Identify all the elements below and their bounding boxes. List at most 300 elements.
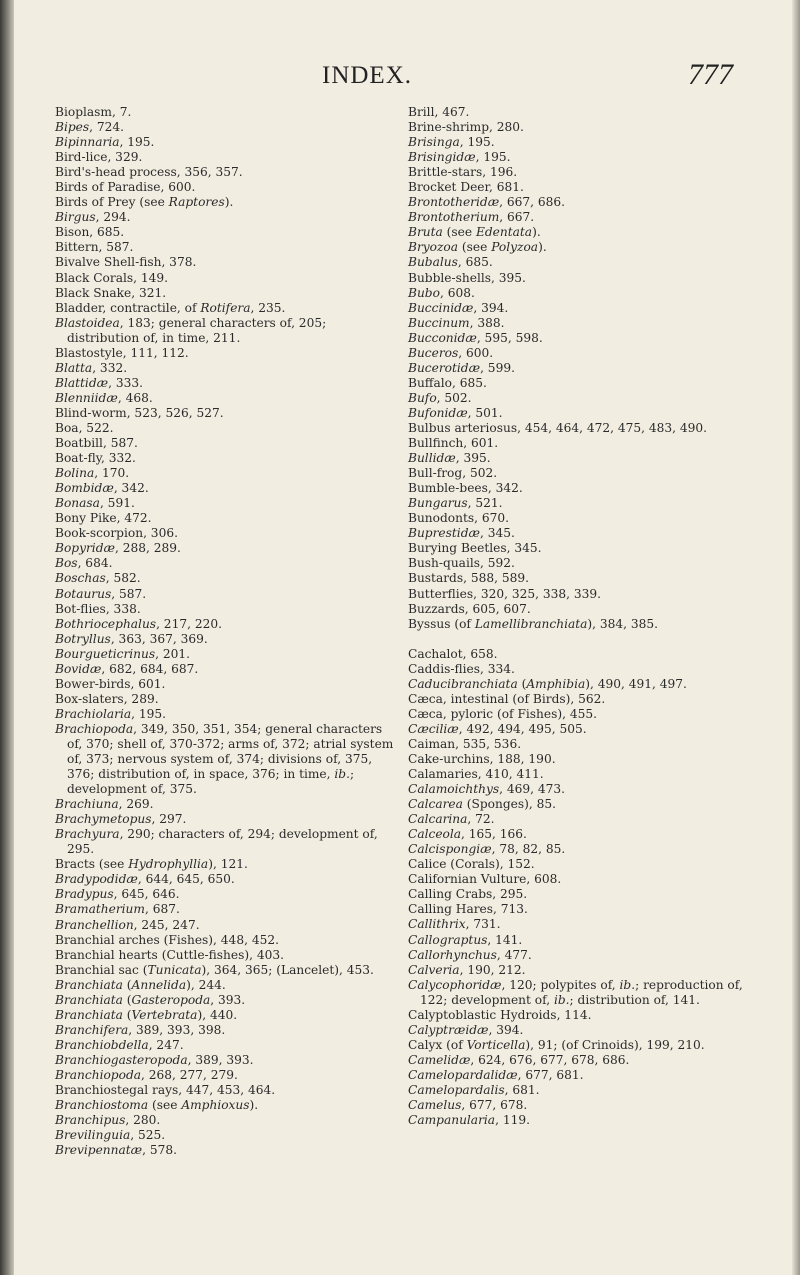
index-entry bbox=[408, 225, 753, 240]
index-entry-term: Callithrix bbox=[408, 917, 466, 932]
index-entry-references: , 410, 411. bbox=[477, 767, 544, 782]
index-entry-references: , 578. bbox=[142, 1143, 178, 1158]
index-entry-term: Box-slaters bbox=[55, 691, 124, 706]
index-entry-references: , 290; characters of, 294; development of, 295. bbox=[67, 827, 378, 857]
index-entry-references: , 685. bbox=[89, 225, 125, 240]
index-entry-references: , 342. bbox=[487, 481, 523, 496]
index-entry-references: , 685. bbox=[457, 255, 493, 270]
index-entry-term: Black Corals bbox=[55, 270, 134, 285]
index-entry-term: Branchiostoma bbox=[55, 1098, 149, 1113]
index-entry-term: Bucerotidæ bbox=[408, 360, 481, 375]
index-entry-references: , 245, 247. bbox=[133, 917, 200, 932]
index-entry bbox=[408, 120, 753, 135]
index-entry-term: Bourgueticrinus bbox=[55, 646, 156, 661]
index-entry bbox=[408, 917, 753, 932]
index-entry-term: Branchellion bbox=[55, 917, 134, 932]
index-entry-references: , 195. bbox=[459, 135, 495, 150]
index-entry-term: Branchiobdella bbox=[55, 1037, 149, 1052]
index-entry-term: Buzzards bbox=[408, 601, 465, 616]
index-entry-references: , 345. bbox=[479, 526, 515, 541]
index-entry-references: (of Fishes), 455. bbox=[493, 706, 598, 721]
index-entry-term: Birds of Paradise bbox=[55, 180, 161, 195]
index-entry bbox=[408, 617, 753, 632]
index-entry-references: , 389, 393. bbox=[187, 1052, 254, 1067]
index-entry-references: , 306. bbox=[143, 526, 178, 541]
index-entry-references: (see Edentata). bbox=[442, 225, 541, 240]
index-entry-references: , 297. bbox=[151, 812, 187, 827]
index-entry-references: , 670. bbox=[474, 511, 510, 526]
index-entry-term: Blind-worm bbox=[55, 405, 127, 420]
index-entry-term: Brevipennatæ bbox=[55, 1143, 143, 1158]
index-entry-term: Calceola bbox=[408, 827, 462, 842]
index-entry-term: Bradypodidæ bbox=[55, 872, 138, 887]
index-entry-term: Buprestidæ bbox=[408, 526, 480, 541]
index-entry-term: Brontotherium bbox=[408, 210, 500, 225]
index-entry-references: (Tunicata), 364, 365; (Lancelet), 453. bbox=[138, 962, 374, 977]
index-entry-term: Bradypus bbox=[55, 887, 114, 902]
index-entry bbox=[55, 1038, 395, 1053]
index-entry-references: , 535, 536. bbox=[455, 736, 522, 751]
index-entry-references: , 342. bbox=[113, 481, 149, 496]
index-entry-term: Calycophoridæ bbox=[408, 977, 502, 992]
index-entry-term: Blattidæ bbox=[55, 375, 109, 390]
index-entry-term: Buffalo bbox=[408, 375, 452, 390]
index-entry-references: , 587. bbox=[98, 240, 134, 255]
index-entry bbox=[408, 451, 753, 466]
index-entry-references: (of Birds), 562. bbox=[508, 691, 606, 706]
index-entry-references: , 587. bbox=[111, 586, 147, 601]
index-entry-term: Bracts bbox=[55, 857, 96, 872]
book-spine-shadow bbox=[0, 0, 14, 1275]
index-entry-references: (Fishes), 448, 452. bbox=[159, 932, 279, 947]
index-entry-references: , 624, 676, 677, 678, 686. bbox=[470, 1052, 630, 1067]
index-entry-term: Bruta bbox=[408, 225, 443, 240]
index-entry bbox=[55, 195, 395, 210]
index-entry-references: , 677, 681. bbox=[517, 1067, 584, 1082]
index-entry bbox=[408, 767, 753, 782]
index-entry-term: Caducibranchiata bbox=[408, 676, 518, 691]
index-entry-term: Camelopardalis bbox=[408, 1083, 505, 1097]
index-entry-term: Bryozoa bbox=[408, 240, 459, 255]
index-entry-term: Cæciliæ bbox=[408, 721, 459, 736]
index-entry-references: , 72. bbox=[467, 812, 495, 827]
index-entry bbox=[55, 361, 395, 376]
index-entry bbox=[55, 511, 395, 526]
index-entry-term: Bower-birds bbox=[55, 676, 131, 691]
index-entry-term: Calyptoblastic Hydroids bbox=[408, 1007, 557, 1022]
index-entry-references: , 502. bbox=[436, 390, 472, 405]
index-entry-term: Brachiuna bbox=[55, 797, 119, 812]
index-entry-term: Calcarina bbox=[408, 812, 468, 827]
index-entry bbox=[55, 451, 395, 466]
index-entry-references: , 217, 220. bbox=[156, 616, 222, 631]
index-entry-references: , 687. bbox=[144, 902, 180, 917]
index-entry-term: Calyptræidæ bbox=[408, 1022, 489, 1037]
index-entry bbox=[408, 376, 753, 391]
index-entry bbox=[55, 346, 395, 361]
index-entry bbox=[408, 511, 753, 526]
index-entry bbox=[55, 301, 395, 316]
index-entry bbox=[408, 1038, 753, 1053]
index-entry bbox=[408, 1053, 753, 1068]
index-entry bbox=[408, 842, 753, 857]
index-entry-references: , 395. bbox=[491, 270, 526, 285]
index-entry-term: Brill bbox=[408, 105, 435, 119]
index-entry bbox=[55, 286, 395, 301]
index-entry-references: , 295. bbox=[492, 887, 528, 902]
index-entry-term: Bony Pike bbox=[55, 511, 117, 526]
index-entry-term: Brocket Deer bbox=[408, 180, 489, 195]
index-entry bbox=[55, 526, 395, 541]
index-entry-term: Bubble-shells bbox=[408, 270, 492, 285]
index-entry-term: Cake-urchins bbox=[408, 751, 490, 766]
index-entry-references: , 601. bbox=[130, 676, 166, 691]
index-entry bbox=[408, 902, 753, 917]
index-entry-term: Bungarus bbox=[408, 496, 468, 511]
index-entry bbox=[408, 1023, 753, 1038]
index-entry-term: Bipinnaria bbox=[55, 135, 120, 150]
index-entry bbox=[55, 481, 395, 496]
index-entry-term: Bufonidæ bbox=[408, 405, 468, 420]
index-entry-references: , 349, 350, 351, 354; general characters of, 370; shell of, 370-372; arms of, 372; atrial system of, 373; nervous system of, 374; divisions of, 375, 376; distribution of, in space, 376; in time, ib.; development of, 375. bbox=[67, 721, 394, 797]
index-entry bbox=[55, 255, 395, 270]
index-entry-term: Black Snake bbox=[55, 285, 132, 300]
index-entry-term: Branchipus bbox=[55, 1113, 126, 1128]
index-entry bbox=[55, 797, 395, 812]
index-entry-references: , 114. bbox=[556, 1007, 592, 1022]
index-entry-references: , 681. bbox=[504, 1083, 540, 1097]
index-entry-term: Calcispongiæ bbox=[408, 842, 492, 857]
index-entry-term: Bird-lice bbox=[55, 150, 108, 165]
index-entry-references: , 188, 190. bbox=[489, 751, 556, 766]
index-entry-references: , 608. bbox=[526, 872, 562, 887]
index-entry bbox=[408, 316, 753, 331]
index-entry bbox=[408, 346, 753, 361]
index-entry bbox=[408, 481, 753, 496]
index-entry-term: Brachymetopus bbox=[55, 812, 152, 827]
index-entry bbox=[55, 135, 395, 150]
index-entry-term: Brachiolaria bbox=[55, 706, 132, 721]
index-entry-references: , 477. bbox=[496, 947, 532, 962]
index-entry-term: Campanularia bbox=[408, 1113, 496, 1128]
page-title: INDEX. bbox=[322, 62, 413, 89]
index-entry-term: Buceros bbox=[408, 345, 459, 360]
index-entry-term: Book-scorpion bbox=[55, 526, 144, 541]
index-entry bbox=[55, 662, 395, 677]
index-entry-references: , 289. bbox=[123, 691, 159, 706]
index-entry-references: , 333. bbox=[108, 375, 143, 390]
index-entry-term: Blastoidea bbox=[55, 315, 120, 330]
index-entry bbox=[55, 632, 395, 647]
index-entry-references: , 658. bbox=[462, 646, 498, 661]
index-entry bbox=[408, 1068, 753, 1083]
index-entry-term: Brine-shrimp bbox=[408, 120, 490, 135]
index-entry-term: Bubo bbox=[408, 285, 440, 300]
index-entry-term: Calyx bbox=[408, 1037, 443, 1052]
index-entry bbox=[408, 933, 753, 948]
index-entry bbox=[55, 1023, 395, 1038]
index-entry bbox=[55, 1053, 395, 1068]
index-entry-term: Botryllus bbox=[55, 631, 111, 646]
index-entry bbox=[408, 286, 753, 301]
index-entry-term: Bullidæ bbox=[408, 451, 456, 466]
index-entry-term: Branchial arches bbox=[55, 932, 160, 947]
index-entry-term: Bos bbox=[55, 556, 78, 571]
index-entry-references: , 468. bbox=[117, 390, 153, 405]
index-entry bbox=[55, 707, 395, 722]
index-entry-term: Cæca, pyloric bbox=[408, 706, 494, 721]
index-entry bbox=[55, 948, 395, 963]
index-entry-references: , 501. bbox=[467, 405, 503, 420]
index-entry bbox=[408, 541, 753, 556]
index-entry-term: Cachalot bbox=[408, 646, 463, 661]
index-entry-references: , 363, 367, 369. bbox=[110, 631, 208, 646]
index-entry bbox=[55, 210, 395, 225]
index-entry-term: Bittern bbox=[55, 240, 99, 255]
index-entry-term: Bullfinch bbox=[408, 436, 464, 451]
index-entry-term: Brittle-stars bbox=[408, 165, 483, 180]
index-entry-references: , 592. bbox=[480, 556, 515, 571]
index-entry bbox=[408, 361, 753, 376]
index-entry-references: , 247. bbox=[148, 1037, 184, 1052]
index-entry-references: , 201. bbox=[155, 646, 191, 661]
index-entry bbox=[55, 587, 395, 602]
index-entry-references: , 378. bbox=[161, 255, 197, 270]
index-entry-references: , 644, 645, 650. bbox=[137, 872, 235, 887]
index-entry-term: Camelus bbox=[408, 1098, 462, 1113]
index-entry bbox=[55, 406, 395, 421]
index-entry-references: , 294. bbox=[95, 210, 131, 225]
index-entry-references: , 454, 464, 472, 475, 483, 490. bbox=[517, 420, 708, 435]
index-entry bbox=[55, 1098, 395, 1113]
index-entry-references: (see Polyzoa). bbox=[458, 240, 547, 255]
index-entry-references: , 608. bbox=[439, 285, 475, 300]
index-entry-term: Bivalve Shell-fish bbox=[55, 255, 162, 270]
index-entry-references: , 685. bbox=[451, 375, 487, 390]
index-entry bbox=[408, 436, 753, 451]
index-entry bbox=[55, 376, 395, 391]
index-entry-term: Branchiata bbox=[55, 977, 123, 992]
index-entry-references: , 492, 494, 495, 505. bbox=[458, 721, 587, 736]
index-entry-references: , 645, 646. bbox=[113, 887, 180, 902]
index-entry bbox=[55, 902, 395, 917]
index-entry-references: , 667. bbox=[499, 210, 535, 225]
index-entry bbox=[408, 406, 753, 421]
index-entry-references: , 682, 684, 687. bbox=[101, 661, 199, 676]
index-entry-term: Bothriocephalus bbox=[55, 616, 157, 631]
index-entry bbox=[55, 1128, 395, 1143]
index-entry bbox=[55, 1083, 395, 1098]
index-entry-term: Brachyura bbox=[55, 827, 120, 842]
index-entry bbox=[408, 587, 753, 602]
index-entry-references: (of Lamellibranchiata), 384, 385. bbox=[450, 616, 659, 631]
index-entry bbox=[55, 933, 395, 948]
index-entry-references: , 525. bbox=[130, 1128, 166, 1143]
index-entry-references: , 280. bbox=[489, 120, 524, 135]
index-entry bbox=[408, 391, 753, 406]
index-entry-references: , 582. bbox=[105, 571, 141, 586]
index-entry-term: Boa bbox=[55, 420, 79, 435]
index-entry bbox=[55, 436, 395, 451]
index-entry bbox=[55, 918, 395, 933]
index-entry-references: , 119. bbox=[495, 1113, 530, 1128]
index-entry bbox=[55, 812, 395, 827]
index-entry bbox=[55, 827, 395, 857]
index-entry-term: Botaurus bbox=[55, 586, 112, 601]
index-entry bbox=[408, 150, 753, 165]
index-entry bbox=[55, 1068, 395, 1083]
index-entry-term: Bioplasm bbox=[55, 105, 112, 119]
index-entry-references: (Vertebrata), 440. bbox=[122, 1007, 238, 1022]
index-entry-references: , 288, 289. bbox=[114, 541, 181, 556]
index-entry-term: Brevilinguia bbox=[55, 1128, 131, 1143]
index-entry-references: , 587. bbox=[102, 436, 138, 451]
index-entry-references: (Gasteropoda, 393. bbox=[122, 992, 246, 1007]
index-entry-term: Branchial sac bbox=[55, 962, 139, 977]
index-entry bbox=[55, 391, 395, 406]
index-entry-references: , 190, 212. bbox=[459, 962, 526, 977]
index-entry bbox=[408, 271, 753, 286]
index-entry bbox=[408, 692, 753, 707]
index-entry-references: , 170. bbox=[94, 466, 130, 481]
index-entry bbox=[408, 782, 753, 797]
index-entry-references: , 334. bbox=[479, 661, 515, 676]
index-entry-references: , 600. bbox=[458, 345, 494, 360]
index-entry-term: Bird's-head process bbox=[55, 165, 177, 180]
index-entry bbox=[408, 165, 753, 180]
index-entry-references: , 332. bbox=[100, 451, 136, 466]
index-entry-references: , 78, 82, 85. bbox=[491, 842, 566, 857]
index-entry-references: (of Vorticella), 91; (of Crinoids), 199, 210. bbox=[442, 1037, 705, 1052]
index-entry-references: , 280. bbox=[125, 1113, 161, 1128]
index-column-left bbox=[55, 105, 395, 1158]
index-entry bbox=[408, 707, 753, 722]
index-entry-term: Birds of Prey bbox=[55, 195, 136, 210]
index-entry-references: Rotifera, 235. bbox=[200, 300, 286, 315]
index-entry-references: , 394. bbox=[488, 1022, 524, 1037]
index-entry-references: , 149. bbox=[133, 270, 169, 285]
index-entry-references: , 522. bbox=[78, 420, 114, 435]
index-entry bbox=[408, 421, 753, 436]
index-entry-references: (Sponges), 85. bbox=[462, 797, 557, 812]
index-entry-term: Brontotheridæ bbox=[408, 195, 500, 210]
index-entry-term: Calling Hares bbox=[408, 902, 493, 917]
index-entry-references: , 677, 678. bbox=[461, 1098, 528, 1113]
index-entry-term: Bunodonts bbox=[408, 511, 475, 526]
index-entry bbox=[55, 240, 395, 255]
index-entry-references: , 183; general characters of, 205; distribution of, in time, 211. bbox=[67, 315, 327, 345]
index-entry bbox=[55, 496, 395, 511]
index-entry bbox=[55, 677, 395, 692]
index-entry bbox=[408, 526, 753, 541]
index-entry bbox=[408, 301, 753, 316]
index-entry-references: , 356, 357. bbox=[176, 165, 243, 180]
index-entry bbox=[408, 872, 753, 887]
index-entry-references: , 521. bbox=[467, 496, 503, 511]
index-entry-term: Boschas bbox=[55, 571, 106, 586]
index-entry-term: Callorhynchus bbox=[408, 947, 497, 962]
index-entry bbox=[408, 496, 753, 511]
index-entry-references: , 120; polypites of, ib.; reproduction of, 122; development of, ib.; distribution of, 141. bbox=[420, 977, 743, 1007]
index-entry bbox=[408, 737, 753, 752]
index-entry-term: Cæca, intestinal bbox=[408, 691, 509, 706]
index-entry-references: , 523, 526, 527. bbox=[126, 405, 224, 420]
index-entry bbox=[408, 105, 753, 120]
index-entry bbox=[408, 812, 753, 827]
index-entry-references: , 724. bbox=[89, 120, 125, 135]
index-entry-term: Byssus bbox=[408, 616, 451, 631]
index-entry-term: Brisinga bbox=[408, 135, 460, 150]
index-entry bbox=[408, 677, 753, 692]
index-entry-term: Bladder, contractile, of bbox=[55, 300, 197, 315]
index-entry-term: Branchiostegal rays bbox=[55, 1083, 179, 1098]
index-entry bbox=[408, 827, 753, 842]
index-entry bbox=[55, 617, 395, 632]
index-entry-references: , 467. bbox=[434, 105, 470, 119]
index-entry bbox=[408, 1113, 753, 1128]
index-entry bbox=[55, 421, 395, 436]
index-entry bbox=[55, 571, 395, 586]
index-entry bbox=[55, 602, 395, 617]
index-entry-references: , 268, 277, 279. bbox=[141, 1068, 238, 1082]
index-entry-term: Calamoichthys bbox=[408, 782, 500, 797]
index-entry-term: Buccinum bbox=[408, 315, 470, 330]
index-entry-references: , 713. bbox=[493, 902, 528, 917]
index-entry bbox=[55, 872, 395, 887]
index-entry-references: , 7. bbox=[111, 105, 132, 119]
index-entry-references: , 601. bbox=[463, 436, 499, 451]
index-entry bbox=[55, 963, 395, 978]
index-column-right bbox=[408, 105, 753, 1128]
index-entry-term: Callograptus bbox=[408, 932, 488, 947]
index-entry bbox=[55, 1008, 395, 1023]
index-entry-references: , 196. bbox=[482, 165, 518, 180]
index-entry-term: Calcarea bbox=[408, 797, 463, 812]
index-entry-term: Caiman bbox=[408, 736, 456, 751]
index-entry bbox=[408, 647, 753, 662]
index-entry-references: (Cuttle-fishes), 403. bbox=[157, 947, 284, 962]
index-entry bbox=[55, 225, 395, 240]
index-entry-term: Bombidæ bbox=[55, 481, 114, 496]
index-entry bbox=[408, 857, 753, 872]
index-entry-term: Brachiopoda bbox=[55, 721, 134, 736]
index-entry-term: Bull-frog bbox=[408, 466, 463, 481]
index-entry-references: (Corals), 152. bbox=[446, 857, 535, 872]
index-entry-term: Burying Beetles bbox=[408, 541, 507, 556]
index-entry-references: , 321. bbox=[131, 285, 167, 300]
index-entry bbox=[408, 571, 753, 586]
index-entry bbox=[408, 180, 753, 195]
index-entry-references: , 681. bbox=[489, 180, 524, 195]
index-entry-term: Bolina bbox=[55, 466, 95, 481]
index-entry-term: Blenniidæ bbox=[55, 390, 118, 405]
index-entry-term: Bush-quails bbox=[408, 556, 480, 571]
index-entry-term: Branchial hearts bbox=[55, 947, 158, 962]
index-entry bbox=[55, 105, 395, 120]
index-entry-term: Bopyridæ bbox=[55, 541, 115, 556]
index-entry bbox=[55, 978, 395, 993]
index-entry bbox=[408, 752, 753, 767]
page-header bbox=[0, 58, 800, 92]
index-entry-references: , 667, 686. bbox=[499, 195, 566, 210]
index-entry bbox=[408, 331, 753, 346]
index-entry-references: (see Raptores). bbox=[135, 195, 234, 210]
index-entry-term: Bufo bbox=[408, 390, 437, 405]
index-entry-term: Boatbill bbox=[55, 436, 103, 451]
index-entry-references: , 345. bbox=[506, 541, 542, 556]
index-entry bbox=[55, 692, 395, 707]
index-entry-references: , 388. bbox=[469, 315, 505, 330]
